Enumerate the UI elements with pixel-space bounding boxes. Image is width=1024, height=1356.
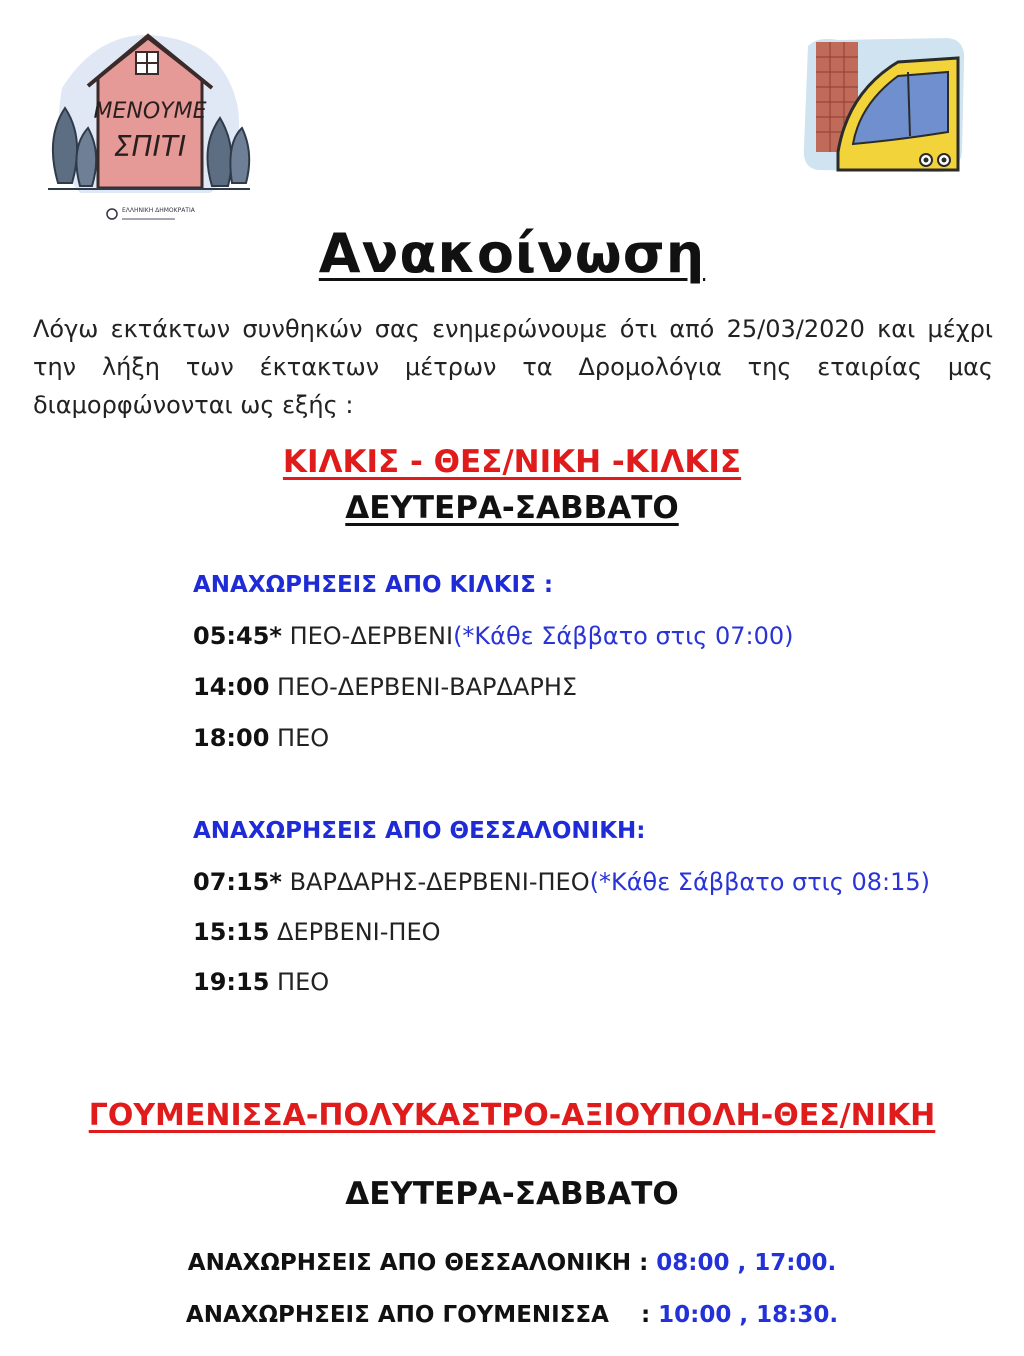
route2-label: ΑΝΑΧΩΡΗΣΕΙΣ ΑΠΟ ΘΕΣΣΑΛΟΝΙΚΗ :	[187, 1250, 657, 1276]
route2-title: ΓΟΥΜΕΝΙΣΣΑ-ΠΟΛΥΚΑΣΤΡΟ-ΑΞΙΟΥΠΟΛΗ-ΘΕΣ/ΝΙΚΗ	[88, 1098, 936, 1133]
schedule-row	[193, 968, 329, 996]
route2-row	[0, 1250, 1024, 1276]
logo-text-line2: ΣΠΙΤΙ	[113, 130, 187, 163]
stay-home-logo	[40, 18, 255, 230]
departure-time: 19:15	[193, 968, 270, 996]
departure-note: (*Κάθε Σάββατο στις 08:15)	[589, 868, 931, 896]
route1-days: ΔΕΥΤΕΡΑ-ΣΑΒΒΑΤΟ	[345, 490, 679, 526]
departure-route: ΔΕΡΒΕΝΙ-ΠΕΟ	[269, 918, 441, 946]
schedule-row	[193, 724, 329, 752]
route2-label: ΑΝΑΧΩΡΗΣΕΙΣ ΑΠΟ ΓΟΥΜΕΝΙΣΣΑ :	[185, 1302, 659, 1328]
departure-time: 15:15	[193, 918, 270, 946]
departure-route: ΒΑΡΔΑΡΗΣ-ΔΕΡΒΕΝΙ-ΠΕΟ	[281, 868, 590, 896]
route2-row	[0, 1302, 1024, 1328]
departure-time: 14:00	[193, 673, 270, 701]
departure-time: 05:45*	[193, 622, 282, 650]
departure-route: ΠΕΟ	[269, 968, 330, 996]
bus-icon	[798, 32, 968, 177]
departure-route: ΠΕΟ-ΔΕΡΒΕΝΙ	[281, 622, 454, 650]
route2-times: 08:00 , 17:00.	[656, 1250, 837, 1276]
logo-footer-text: ΕΛΛΗΝΙΚΗ ΔΗΜΟΚΡΑΤΙΑ	[122, 207, 195, 214]
departure-time: 07:15*	[193, 868, 282, 896]
stay-home-house-icon	[40, 18, 255, 230]
schedule-row	[193, 918, 441, 946]
schedule-row	[193, 673, 577, 701]
schedule-row	[193, 868, 930, 896]
page-title: Ανακοίνωση	[318, 222, 706, 285]
bus-logo	[798, 32, 968, 177]
route1-kilkis-heading: ΑΝΑΧΩΡΗΣΕΙΣ ΑΠΟ ΚΙΛΚΙΣ :	[193, 572, 554, 598]
departure-time: 18:00	[193, 724, 270, 752]
departure-note: (*Κάθε Σάββατο στις 07:00)	[453, 622, 794, 650]
intro-paragraph: Λόγω εκτάκτων συνθηκών σας ενημερώνουμε ότι από 25/03/2020 και μέχρι την λήξη των έκτακτων μέτρων τα Δρομολόγια της εταιρίας μας διαμορφώνονται ως εξής :	[33, 315, 993, 419]
departure-route: ΠΕΟ	[269, 724, 330, 752]
route2-days: ΔΕΥΤΕΡΑ-ΣΑΒΒΑΤΟ	[345, 1176, 679, 1212]
route2-times: 10:00 , 18:30.	[658, 1302, 839, 1328]
route1-thessaloniki-heading: ΑΝΑΧΩΡΗΣΕΙΣ ΑΠΟ ΘΕΣΣΑΛΟΝΙΚΗ:	[193, 818, 646, 844]
logo-text-line1: ΜΕΝΟΥΜΕ	[93, 99, 207, 124]
route1-title: ΚΙΛΚΙΣ - ΘΕΣ/ΝΙΚΗ -ΚΙΛΚΙΣ	[282, 444, 742, 480]
schedule-row	[193, 622, 794, 650]
departure-route: ΠΕΟ-ΔΕΡΒΕΝΙ-ΒΑΡΔΑΡΗΣ	[269, 673, 578, 701]
